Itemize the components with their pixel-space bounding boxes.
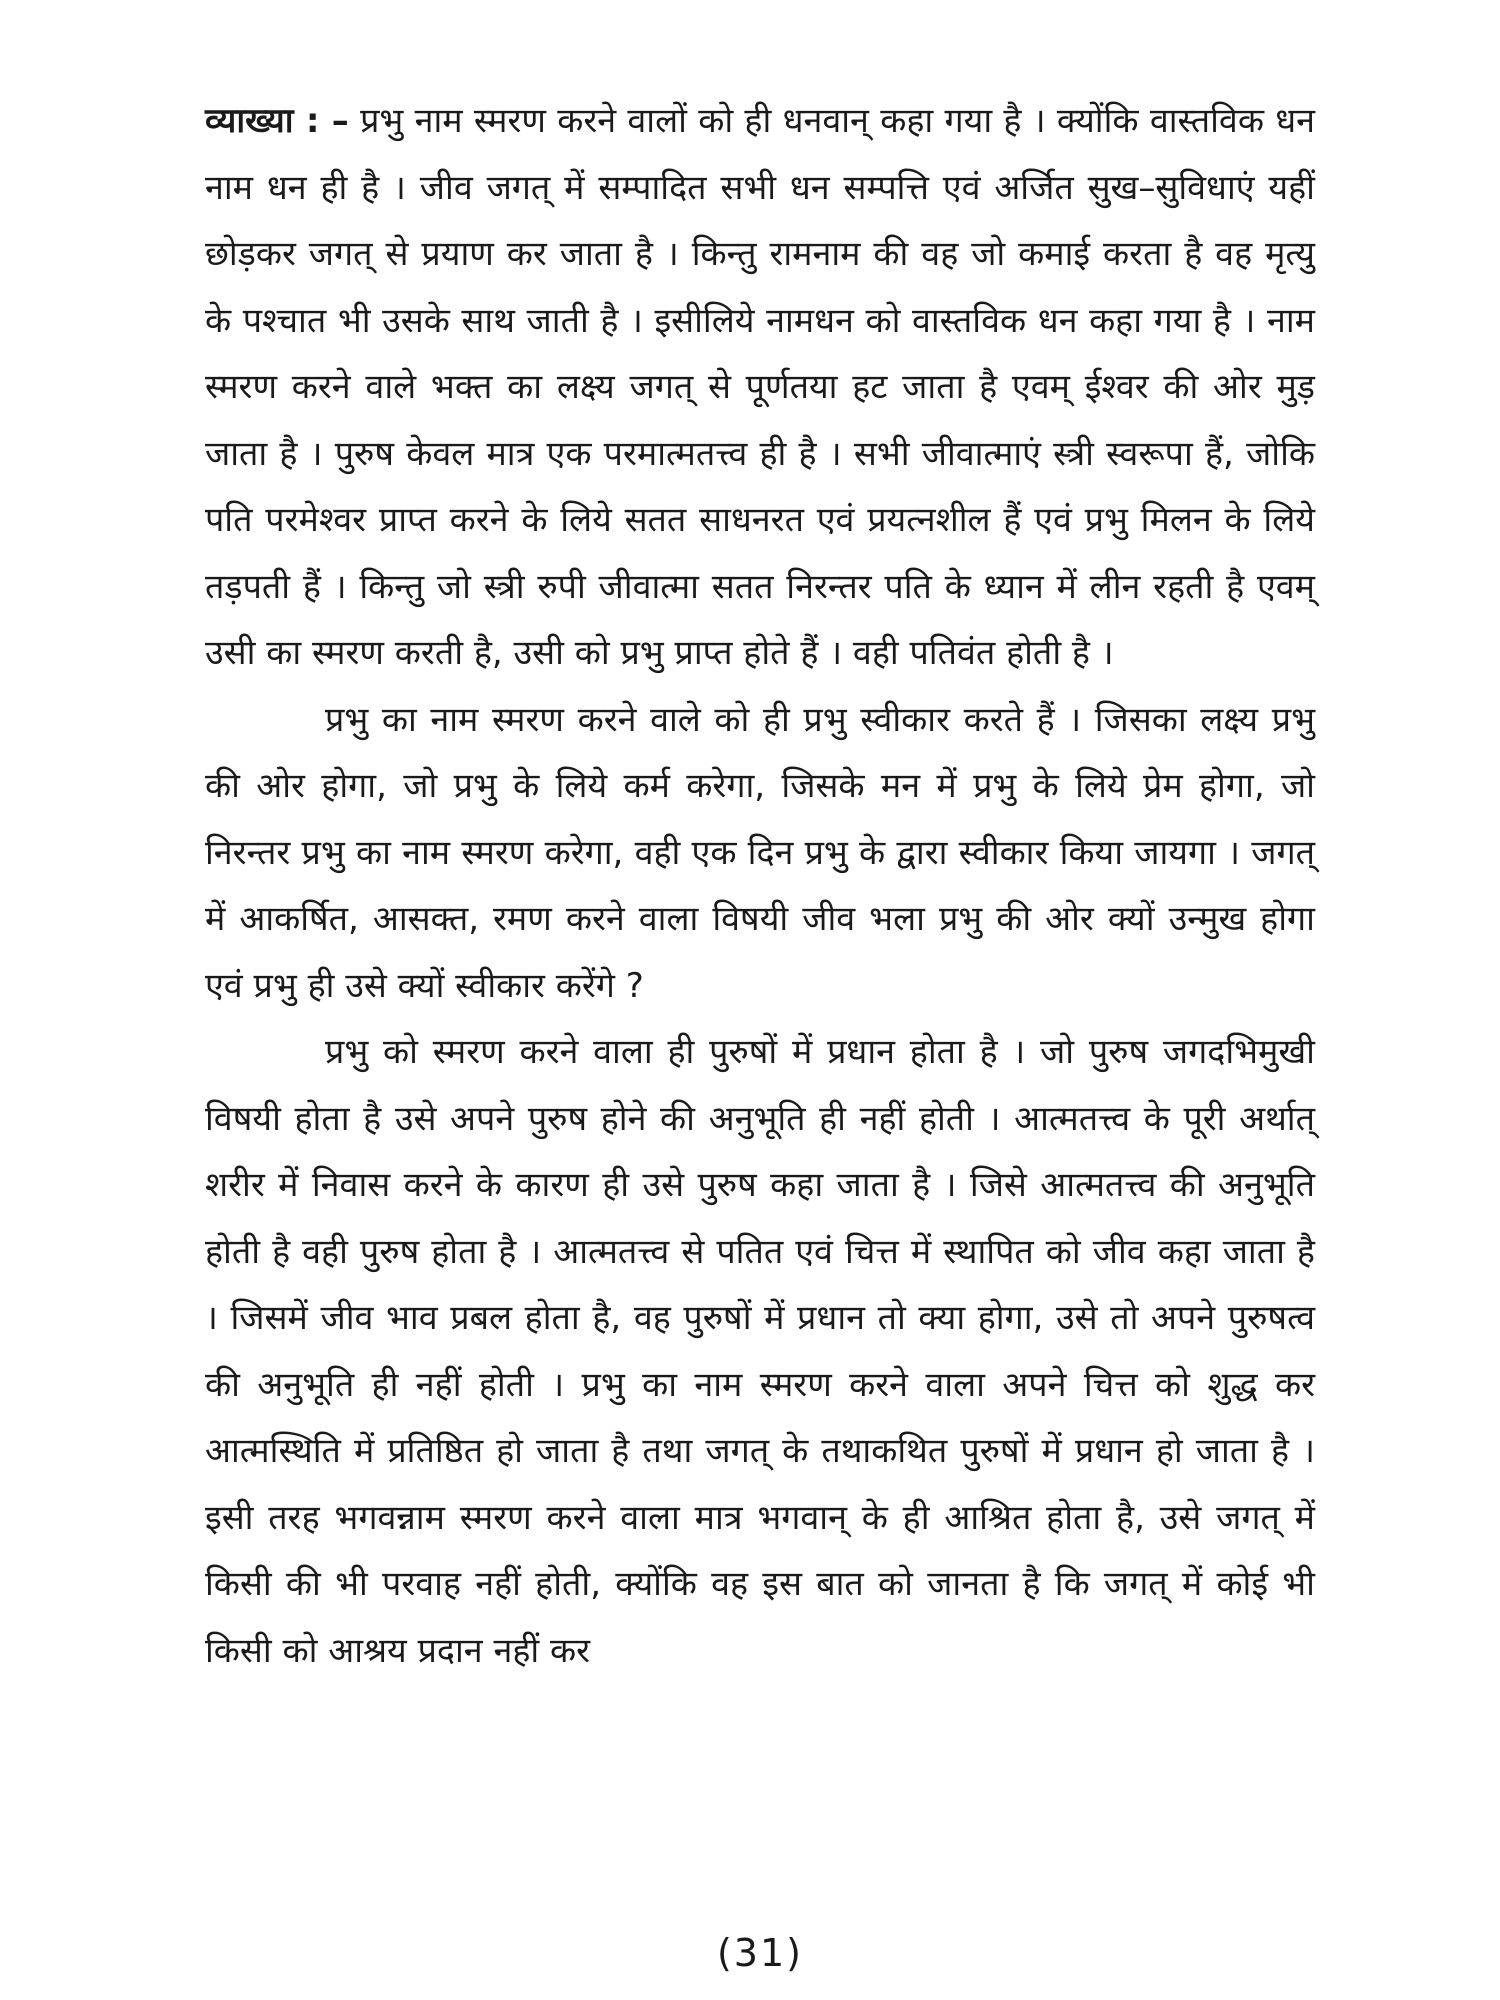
paragraph-1-text: प्रभु नाम स्मरण करने वालों को ही धनवान् कहा गया है । क्योंकि वास्तविक धन नाम धन ही है । जीव जगत् में सम्पादित सभी धन सम्पत्ति एवं अर्जित सुख–सुविधाएं यहीं छोड़कर जगत् से प्रयाण कर जाता है । किन्तु रामनाम की वह जो कमाई करता है वह मृत्यु के पश्चात भी उसके साथ जाती है । इसीलिये नामधन को वास्तविक धन कहा गया है । नाम स्मरण करने वाले भक्त का लक्ष्य जगत् से पूर्णतया हट जाता है एवम् ईश्वर की ओर मुड़ जाता है । पुरुष केवल मात्र एक परमात्मतत्त्व ही है । सभी जीवात्माएं स्त्री स्वरूपा हैं, जोकि पति परमेश्वर प्राप्त करने के लिये सतत साधनरत एवं प्रयत्नशील हैं एवं प्रभु मिलन के लिये तड़पती हैं । किन्तु जो स्त्री रुपी जीवात्मा सतत निरन्तर पति के ध्यान में लीन रहती है एवम् उसी का स्मरण करती है, उसी को प्रभु प्राप्त होते हैं । वही पतिवंत होती है ।: [205, 101, 1316, 673]
paragraph-3: प्रभु को स्मरण करने वाला ही पुरुषों में प्रधान होता है । जो पुरुष जगदभिमुखी विषयी होता है उसे अपने पुरुष होने की अनुभूति ही नहीं होती । आत्मतत्त्व के पूरी अर्थात् शरीर में निवास करने के कारण ही उसे पुरुष कहा जाता है । जिसे आत्मतत्त्व की अनुभूति होती है वही पुरुष होता है । आत्मतत्त्व से पतित एवं चित्त में स्थापित को जीव कहा जाता है । जिसमें जीव भाव प्रबल होता है, वह पुरुषों में प्रधान तो क्या होगा, उसे तो अपने पुरुषत्व की अनुभूति ही नहीं होती । प्रभु का नाम स्मरण करने वाला अपने चित्त को शुद्ध कर आत्मस्थिति में प्रतिष्ठित हो जाता है तथा जगत् के तथाकथित पुरुषों में प्रधान हो जाता है । इसी तरह भगवन्नाम स्मरण करने वाला मात्र भगवान् के ही आश्रित होता है, उसे जगत् में किसी की भी परवाह नहीं होती, क्योंकि वह इस बात को जानता है कि जगत् में कोई भी किसी को आश्रय प्रदान नहीं कर: [205, 1032, 1315, 1671]
page-body: [205, 88, 1316, 1975]
paragraph-2: प्रभु का नाम स्मरण करने वाले को ही प्रभु स्वीकार करते हैं । जिसका लक्ष्य प्रभु की ओर होगा, जो प्रभु के लिये कर्म करेगा, जिसके मन में प्रभु के लिये प्रेम होगा, जो निरन्तर प्रभु का नाम स्मरण करेगा, वही एक दिन प्रभु के द्वारा स्वीकार किया जायगा । जगत् में आकर्षित, आसक्त, रमण करने वाला विषयी जीव भला प्रभु की ओर क्यों उन्मुख होगा एवं प्रभु ही उसे क्यों स्वीकार करेंगे ?: [205, 699, 1315, 1006]
page-number: (31): [716, 1931, 803, 1975]
paragraph-commentary: [205, 88, 1315, 687]
commentary-heading: व्याख्या : –: [205, 101, 349, 141]
